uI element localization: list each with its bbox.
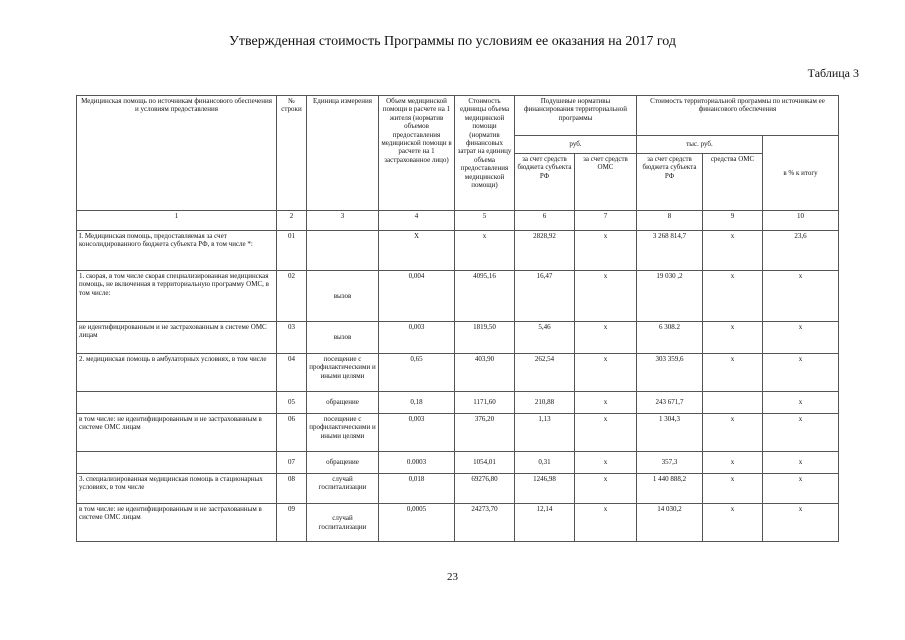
row-oms-rub: x (575, 452, 637, 474)
page-number: 23 (447, 571, 458, 583)
row-oms-rub: x (575, 322, 637, 354)
row-oms-thousand: x (703, 504, 763, 542)
row-name: 2. медицинская помощь в амбулаторных условиях, в том числе (77, 354, 277, 392)
row-percent: x (763, 504, 839, 542)
column-number: 3 (307, 211, 379, 231)
header-budget-thousand: за счет средств бюджета субъекта РФ (637, 154, 703, 211)
header-unit: Единица измерения (307, 96, 379, 211)
row-volume: X (379, 231, 455, 271)
row-name: 3. специализированная медицинская помощь в стационарных условиях, в том числе (77, 474, 277, 504)
row-oms-rub: x (575, 504, 637, 542)
table-row (77, 322, 839, 354)
row-name: в том числе: не идентифицированным и не застрахованным в системе ОМС лицам (77, 504, 277, 542)
row-volume: 0,004 (379, 271, 455, 322)
header-percent: в % к итогу (763, 136, 839, 211)
row-unit-cost: 24273,70 (455, 504, 515, 542)
row-unit: случай госпитализации (307, 474, 379, 504)
row-number: 05 (277, 392, 307, 414)
row-budget-rub: 0,31 (515, 452, 575, 474)
header-unit-cost: Стоимость единицы объема медицинской помощи (норматив финансовых затрат на единицу объема предоставления медицинской помощи) (455, 96, 515, 211)
header-per-capita: Подушевые нормативы финансирования территориальной программы (515, 96, 637, 136)
row-budget-rub: 1246,98 (515, 474, 575, 504)
table-row (77, 392, 839, 414)
header-rub: руб. (515, 136, 637, 154)
row-number: 04 (277, 354, 307, 392)
row-volume: 0,003 (379, 322, 455, 354)
row-unit-cost: 403,90 (455, 354, 515, 392)
header-thousand-rub: тыс. руб. (637, 136, 763, 154)
row-volume: 0,65 (379, 354, 455, 392)
column-number: 10 (763, 211, 839, 231)
table-row (77, 354, 839, 392)
row-unit: вызов (307, 271, 379, 322)
row-percent: x (763, 474, 839, 504)
column-number: 2 (277, 211, 307, 231)
row-percent: x (763, 452, 839, 474)
row-budget-thousand: 357,3 (637, 452, 703, 474)
table-label: Таблица 3 (807, 66, 859, 80)
row-oms-rub: x (575, 271, 637, 322)
column-number: 5 (455, 211, 515, 231)
row-oms-rub: x (575, 231, 637, 271)
row-name: I. Медицинская помощь, предоставляемая за счет консолидированного бюджета субъекта РФ, в том числе *: (77, 231, 277, 271)
header-oms-thousand: средства ОМС (703, 154, 763, 211)
row-oms-thousand: x (703, 452, 763, 474)
column-number: 4 (379, 211, 455, 231)
row-oms-thousand: x (703, 474, 763, 504)
row-number: 03 (277, 322, 307, 354)
column-number: 8 (637, 211, 703, 231)
row-oms-thousand: x (703, 271, 763, 322)
row-budget-rub: 5,46 (515, 322, 575, 354)
column-number: 7 (575, 211, 637, 231)
header-service: Медицинская помощь по источникам финансового обеспечения и условиям предоставления (77, 96, 277, 211)
row-budget-rub: 12,14 (515, 504, 575, 542)
row-unit (307, 231, 379, 271)
row-oms-rub: x (575, 392, 637, 414)
row-name: 1. скорая, в том числе скорая специализированная медицинская помощь, не включенная в территориальную программу ОМС, в том числе: (77, 271, 277, 322)
row-unit: обращение (307, 452, 379, 474)
row-budget-thousand: 1 440 888,2 (637, 474, 703, 504)
row-percent: x (763, 392, 839, 414)
page-title: Утвержденная стоимость Программы по условиям ее оказания на 2017 год (229, 34, 676, 49)
table-row (77, 452, 839, 474)
row-volume: 0,018 (379, 474, 455, 504)
row-percent: x (763, 271, 839, 322)
row-unit-cost: 1819,50 (455, 322, 515, 354)
column-number: 1 (77, 211, 277, 231)
row-percent: x (763, 322, 839, 354)
row-number: 01 (277, 231, 307, 271)
row-unit-cost: 376,20 (455, 414, 515, 452)
table-row (77, 504, 839, 542)
row-name: не идентифицированным и не застрахованным в системе ОМС лицам (77, 322, 277, 354)
row-oms-rub: x (575, 474, 637, 504)
row-percent: 23,6 (763, 231, 839, 271)
header-volume: Объем медицинской помощи в расчете на 1 жителя (норматив объемов предоставления медицинской помощи в расчете на 1 застрахованное лицо) (379, 96, 455, 211)
row-oms-rub: x (575, 354, 637, 392)
table-row (77, 231, 839, 271)
row-number: 08 (277, 474, 307, 504)
header-program-cost: Стоимость территориальной программы по источникам ее финансового обеспечения (637, 96, 839, 136)
header-oms-rub: за счет средств ОМС (575, 154, 637, 211)
row-unit: случай госпитализации (307, 504, 379, 542)
row-unit-cost: 1171,60 (455, 392, 515, 414)
cost-table (76, 95, 839, 542)
row-budget-thousand: 243 671,7 (637, 392, 703, 414)
row-number: 02 (277, 271, 307, 322)
row-budget-rub: 16,47 (515, 271, 575, 322)
row-number: 06 (277, 414, 307, 452)
row-budget-rub: 262,54 (515, 354, 575, 392)
row-unit-cost: 1054,01 (455, 452, 515, 474)
header-budget-rub: за счет средств бюджета субъекта РФ (515, 154, 575, 211)
row-number: 07 (277, 452, 307, 474)
row-budget-thousand: 1 304,3 (637, 414, 703, 452)
row-percent: x (763, 414, 839, 452)
table-row (77, 414, 839, 452)
row-budget-rub: 1,13 (515, 414, 575, 452)
row-unit-cost: 4095,16 (455, 271, 515, 322)
row-budget-thousand: 14 030,2 (637, 504, 703, 542)
row-unit: посещение с профилактическими и иными целями (307, 354, 379, 392)
row-unit: посещение с профилактическими и иными целями (307, 414, 379, 452)
column-number-row (77, 211, 839, 231)
row-budget-rub: 210,88 (515, 392, 575, 414)
header-row-number: № строки (277, 96, 307, 211)
row-unit: обращение (307, 392, 379, 414)
column-number: 6 (515, 211, 575, 231)
row-name (77, 392, 277, 414)
row-budget-thousand: 303 359,6 (637, 354, 703, 392)
row-number: 09 (277, 504, 307, 542)
row-name: в том числе: не идентифицированным и не застрахованным в системе ОМС лицам (77, 414, 277, 452)
row-volume: 0,003 (379, 414, 455, 452)
table-row (77, 474, 839, 504)
row-oms-thousand: x (703, 231, 763, 271)
row-unit-cost: x (455, 231, 515, 271)
column-number: 9 (703, 211, 763, 231)
row-budget-thousand: 19 030 ,2 (637, 271, 703, 322)
row-oms-thousand: x (703, 322, 763, 354)
row-oms-thousand: x (703, 414, 763, 452)
row-volume: 0.0003 (379, 452, 455, 474)
row-volume: 0,18 (379, 392, 455, 414)
row-budget-thousand: 3 268 814,7 (637, 231, 703, 271)
row-budget-thousand: 6 308.2 (637, 322, 703, 354)
row-percent: x (763, 354, 839, 392)
row-budget-rub: 2828,92 (515, 231, 575, 271)
row-unit: вызов (307, 322, 379, 354)
table-row (77, 271, 839, 322)
row-name (77, 452, 277, 474)
row-unit-cost: 69276,80 (455, 474, 515, 504)
row-oms-thousand: x (703, 354, 763, 392)
row-oms-rub: x (575, 414, 637, 452)
row-volume: 0,0005 (379, 504, 455, 542)
row-oms-thousand (703, 392, 763, 414)
